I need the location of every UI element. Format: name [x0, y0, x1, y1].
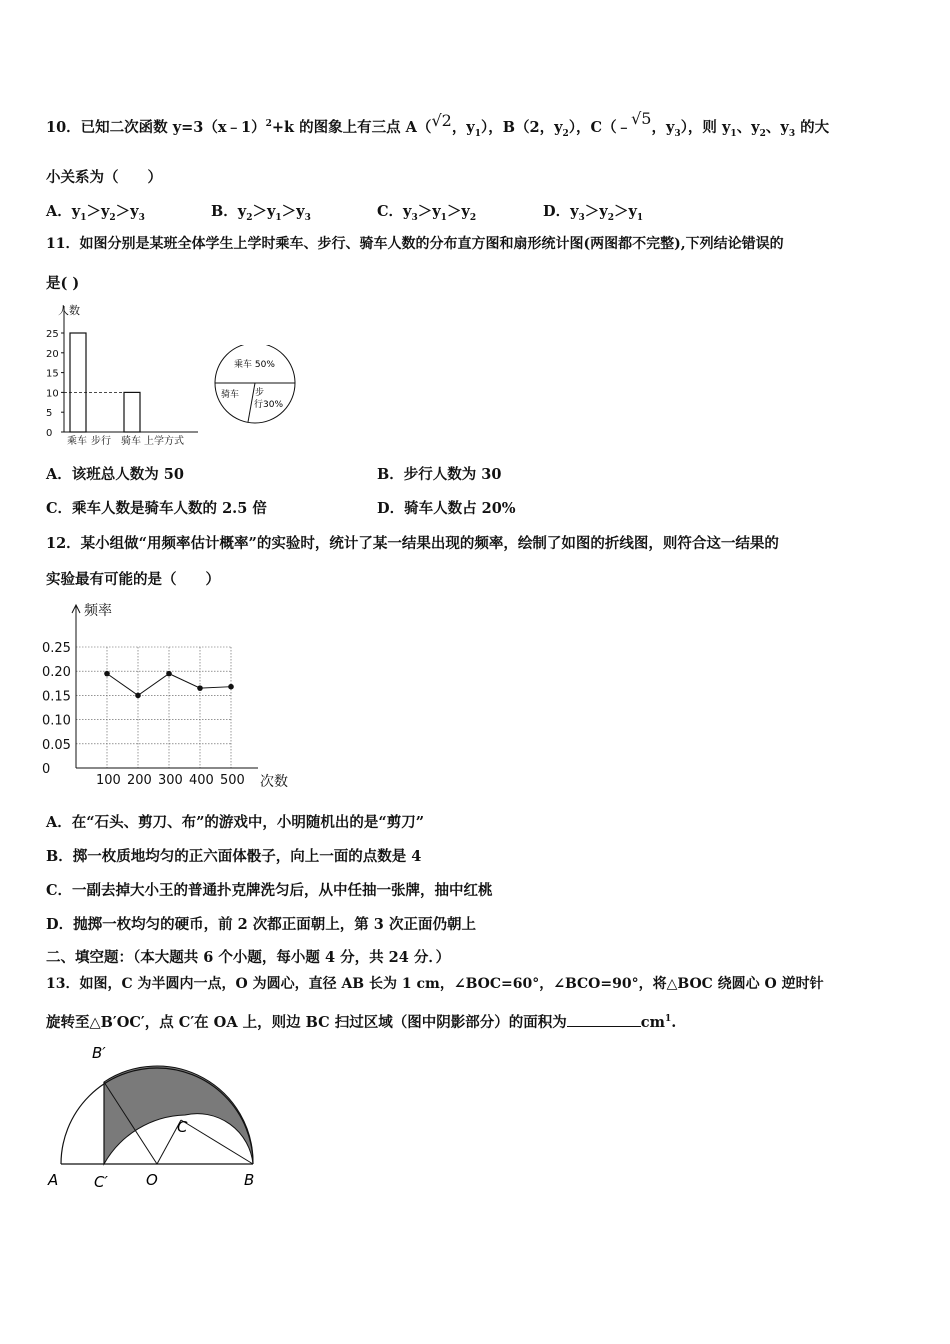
pie-label-bike: 骑车 — [221, 390, 240, 400]
q12-stem-line1: 12．某小组做“用频率估计概率”的实验时，统计了某一结果出现的频率，绘制了如图的折线图，则符合这一结果的 — [46, 535, 779, 552]
x-tick-label: 200 — [127, 773, 152, 788]
q10-stem-line1: 10．已知二次函数 y=3（x﹣1）$^2$+k 的图象上有三点 A（√2，$y_1$），B（2，$y_2$），C（﹣√5，$y_3$），则 $y_1$、$y_2$、$y_3$ 的大 — [46, 109, 830, 139]
q10-option-d: D．$y_3>y_2>y_1$ — [543, 203, 644, 223]
q12-option-d: D．抛掷一枚均匀的硬币，前 2 次都正面朝上，第 3 次正面仍朝上 — [46, 916, 476, 933]
data-point — [197, 685, 203, 691]
y-tick-label: 0.10 — [42, 713, 71, 729]
q10-option-c: C．$y_3>y_1>y_2$ — [377, 203, 477, 223]
q11-pie-chart — [212, 345, 302, 425]
q10-option-a: A．$y_1>y_2>y_3$ — [46, 203, 145, 223]
y-axis-label: 人数 — [58, 304, 80, 317]
x-tick-label: 100 — [96, 773, 121, 788]
y-tick-label: 0.25 — [42, 641, 71, 656]
bar-2 — [124, 392, 140, 432]
q11-option-c: C．乘车人数是骑车人数的 2.5 倍 — [46, 500, 267, 517]
q13-geometry-figure — [40, 1040, 280, 1192]
x-category-label: 骑车 — [121, 436, 141, 447]
pie-label-ride: 乘车 50% — [234, 360, 275, 370]
y-tick-label: 0.20 — [42, 665, 71, 681]
y-tick-label: 20 — [46, 348, 59, 360]
pie-label-walk-1: 步 — [255, 388, 265, 398]
shaded-region — [104, 1066, 253, 1164]
label-o: O — [146, 1171, 158, 1189]
q11-stem-line1: 11．如图分别是某班全体学生上学时乘车、步行、骑车人数的分布直方图和扇形统计图(两图都不完整),下列结论错误的 — [46, 236, 784, 252]
data-point — [135, 693, 141, 699]
x-category-label: 乘车 — [67, 436, 87, 447]
q12-option-a: A．在“石头、剪刀、布”的游戏中，小明随机出的是“剪刀” — [46, 814, 425, 831]
y-tick-label: 15 — [46, 368, 59, 380]
x-axis-label: 次数 — [260, 774, 288, 790]
data-point — [166, 671, 172, 677]
y-axis-label: 频率 — [84, 603, 112, 619]
q12-line-chart — [40, 600, 300, 792]
q13-stem-line2: 旋转至△B′OC′，点 C′在 OA 上，则边 BC 扫过区域（图中阴影部分）的面积为 $cm^1$. — [46, 1014, 677, 1031]
q12-stem-line2: 实验最有可能的是（ ） — [46, 571, 220, 588]
y-tick-label: 0 — [46, 428, 53, 439]
y-tick-label: 0 — [42, 762, 51, 777]
y-tick-label: 5 — [46, 408, 53, 420]
bar-0 — [70, 333, 86, 432]
label-c1: C′ — [94, 1173, 108, 1191]
q12-option-c: C．一副去掉大小王的普通扑克牌洗匀后，从中任抽一张牌，抽中红桃 — [46, 882, 493, 899]
label-a: A — [48, 1171, 59, 1189]
q13-stem-line1: 13．如图，C 为半圆内一点，O 为圆心，直径 AB 长为 1 cm，∠BOC=60°，∠BCO=90°，将△BOC 绕圆心 O 逆时针 — [46, 976, 824, 992]
x-tick-label: 300 — [158, 773, 183, 788]
q11-option-d: D．骑车人数占 20% — [377, 500, 516, 517]
q10-stem-line2: 小关系为（ ） — [46, 169, 162, 186]
q11-stem-line2: 是( ) — [46, 275, 80, 292]
label-b1: B′ — [92, 1044, 106, 1062]
y-tick-label: 0.15 — [42, 689, 71, 705]
x-tick-label: 400 — [189, 773, 214, 788]
answer-blank[interactable] — [567, 1014, 641, 1027]
y-tick-label: 10 — [46, 388, 59, 400]
q11-option-a: A．该班总人数为 50 — [46, 466, 184, 483]
label-c: C — [177, 1118, 188, 1136]
data-point — [228, 684, 234, 690]
q11-histogram — [40, 298, 210, 450]
pie-label-walk-2: 行30% — [254, 400, 284, 410]
label-b: B — [244, 1171, 255, 1189]
q11-option-b: B．步行人数为 30 — [377, 466, 502, 483]
q12-option-b: B．掷一枚质地均匀的正六面体骰子，向上一面的点数是 4 — [46, 848, 422, 865]
y-tick-label: 0.05 — [42, 737, 71, 753]
x-category-label: 步行 — [91, 436, 111, 447]
x-axis-label: 上学方式 — [144, 436, 184, 447]
section-heading: 二、填空题：（本大题共 6 个小题，每小题 4 分，共 24 分．） — [46, 949, 451, 966]
y-tick-label: 25 — [46, 329, 59, 340]
q10-option-b: B．$y_2>y_1>y_3$ — [211, 203, 311, 223]
x-tick-label: 500 — [220, 773, 245, 788]
data-point — [104, 671, 110, 677]
